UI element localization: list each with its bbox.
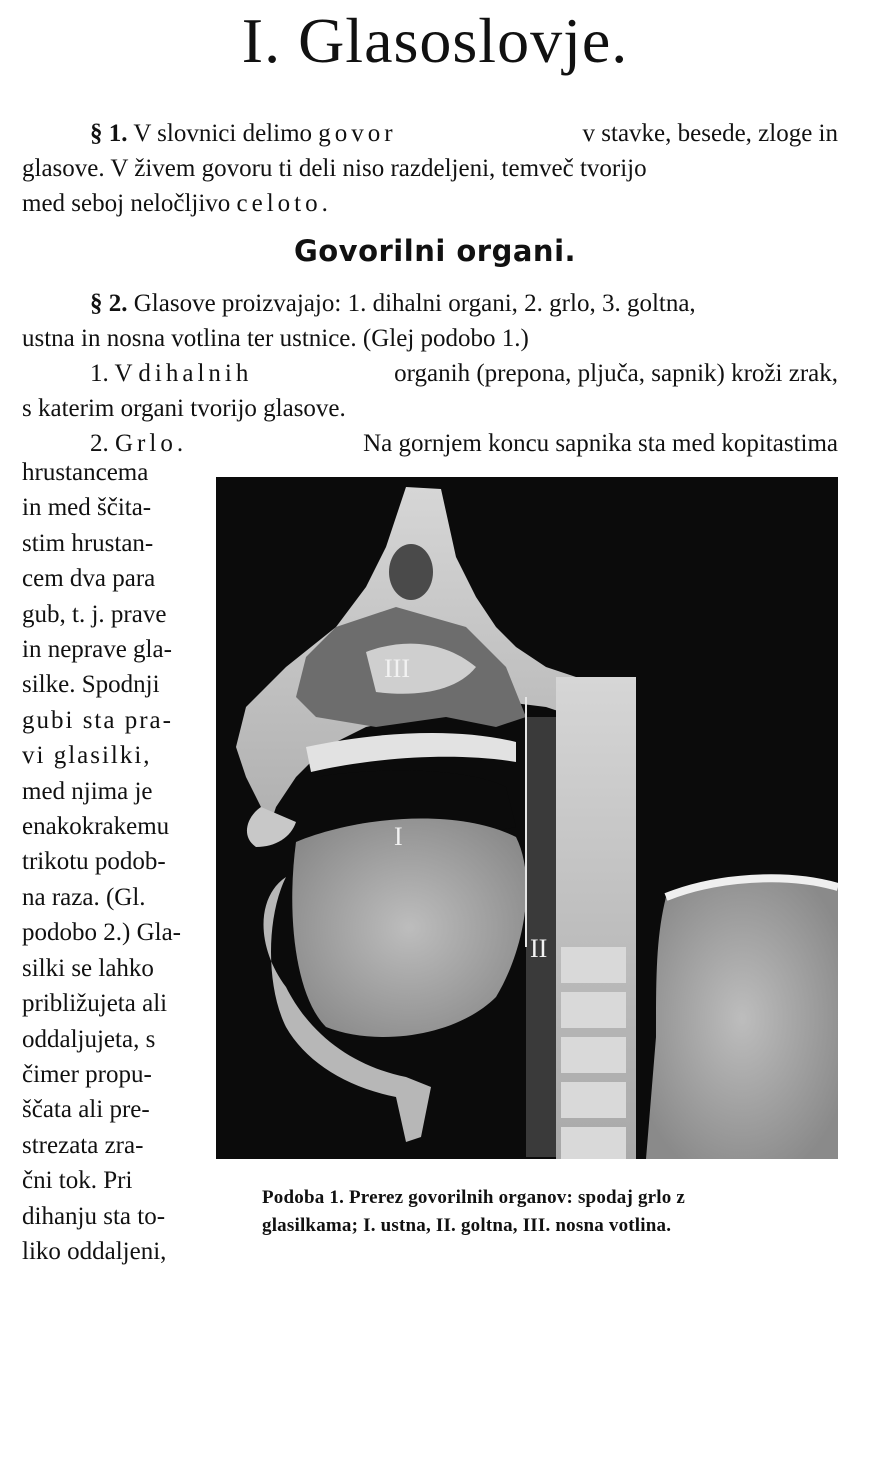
p1-line3-a: med seboj neločljivo: [22, 190, 231, 217]
section-marker-2: § 2.: [90, 290, 128, 317]
paragraph-1: [22, 116, 838, 221]
p1-text-a: V slovnici delimo: [133, 120, 313, 147]
paragraph-1-line-2: glasove. V živem govoru ti deli niso razdeljeni, temveč tvorijo: [22, 155, 647, 182]
paragraph-3-line-2: s katerim organi tvorijo glasove.: [22, 395, 346, 422]
narrow-text-column: [22, 455, 198, 1269]
column-line: na raza. (Gl.: [22, 883, 146, 911]
upper-lip: [247, 807, 296, 847]
column-line: ščata ali pre-: [22, 1096, 150, 1124]
column-line: približujeta ali: [22, 990, 168, 1018]
tongue: [292, 818, 526, 1037]
column-line: gubi sta pra-: [22, 706, 173, 734]
caption-line-2: glasilkama; I. ustna, II. goltna, III. nosna votlina.: [262, 1215, 672, 1236]
p1-spaced-celoto: celoto.: [236, 190, 332, 217]
vertebra-4: [561, 1082, 626, 1118]
column-line: med njima je: [22, 777, 153, 805]
vertebra-5: [561, 1127, 626, 1159]
column-line: liko oddaljeni,: [22, 1237, 167, 1265]
section-heading: Govorilni organi.: [293, 234, 577, 268]
column-line: silki se lahko: [22, 954, 154, 982]
p3-text-c: organih (prepona, pljuča, sapnik) kroži zrak,: [394, 360, 838, 387]
p1-spaced-govor: govor: [318, 120, 397, 147]
column-line: vi glasilki,: [22, 742, 152, 770]
column-line: hrustancema: [22, 459, 149, 486]
paragraph-3: [22, 356, 838, 426]
p3-text-a: 1. V: [90, 360, 133, 387]
vertebra-3: [561, 1037, 626, 1073]
speech-organs-figure: [216, 477, 838, 1159]
column-line: gub, t. j. prave: [22, 600, 167, 628]
column-line: enakokrakemu: [22, 813, 170, 841]
column-line: trikotu podob-: [22, 848, 166, 876]
figure-caption: [262, 1184, 794, 1240]
figure-label-nasal: III: [384, 654, 410, 683]
vertebra-1: [561, 947, 626, 983]
neck-back-section: [646, 878, 838, 1159]
paragraph-2-line-1: [22, 286, 838, 321]
column-line: oddaljujeta, s: [22, 1025, 156, 1053]
column-line: strezata zra-: [22, 1131, 144, 1159]
column-line: čni tok. Pri: [22, 1167, 133, 1195]
figure-label-pharynx: II: [530, 934, 548, 963]
caption-line-1: Podoba 1. Prerez govorilnih organov: spodaj grlo z: [262, 1187, 686, 1208]
paragraph-3-line-1: [22, 356, 838, 391]
column-line: stim hrustan-: [22, 529, 154, 557]
figure-label-oral: I: [394, 822, 403, 851]
column-line: podobo 2.) Gla-: [22, 919, 181, 947]
column-line: in med ščita-: [22, 494, 152, 522]
p4-spaced-grlo: Grlo.: [115, 430, 188, 457]
section-marker-1: § 1.: [90, 120, 128, 147]
paragraph-2-line-2: ustna in nosna votlina ter ustnice. (Glej podobo 1.): [22, 325, 529, 352]
column-line: in neprave gla-: [22, 636, 172, 664]
vertebra-2: [561, 992, 626, 1028]
column-line: čimer propu-: [22, 1060, 152, 1088]
head-cross-section-illustration: [216, 477, 838, 1159]
page-title: I. Glasoslovje.: [241, 5, 629, 76]
column-line: silke. Spodnji: [22, 671, 160, 699]
column-line: dihanju sta to-: [22, 1202, 166, 1230]
p4-text-c: Na gornjem koncu sapnika sta med kopitastima: [363, 430, 838, 457]
p2-text-1: Glasove proizvajajo: 1. dihalni organi, 2. grlo, 3. goltna,: [133, 290, 696, 317]
p1-text-c: v stavke, besede, zloge in: [582, 120, 838, 147]
paragraph-1-line-3: [22, 186, 838, 221]
paragraph-1-line-1: [22, 116, 838, 151]
paragraph-2: [22, 286, 838, 356]
p4-text-a: 2.: [90, 430, 109, 457]
p3-spaced-dihalnih: dihalnih: [138, 360, 253, 387]
column-line: cem dva para: [22, 565, 156, 593]
frontal-sinus: [389, 544, 433, 600]
